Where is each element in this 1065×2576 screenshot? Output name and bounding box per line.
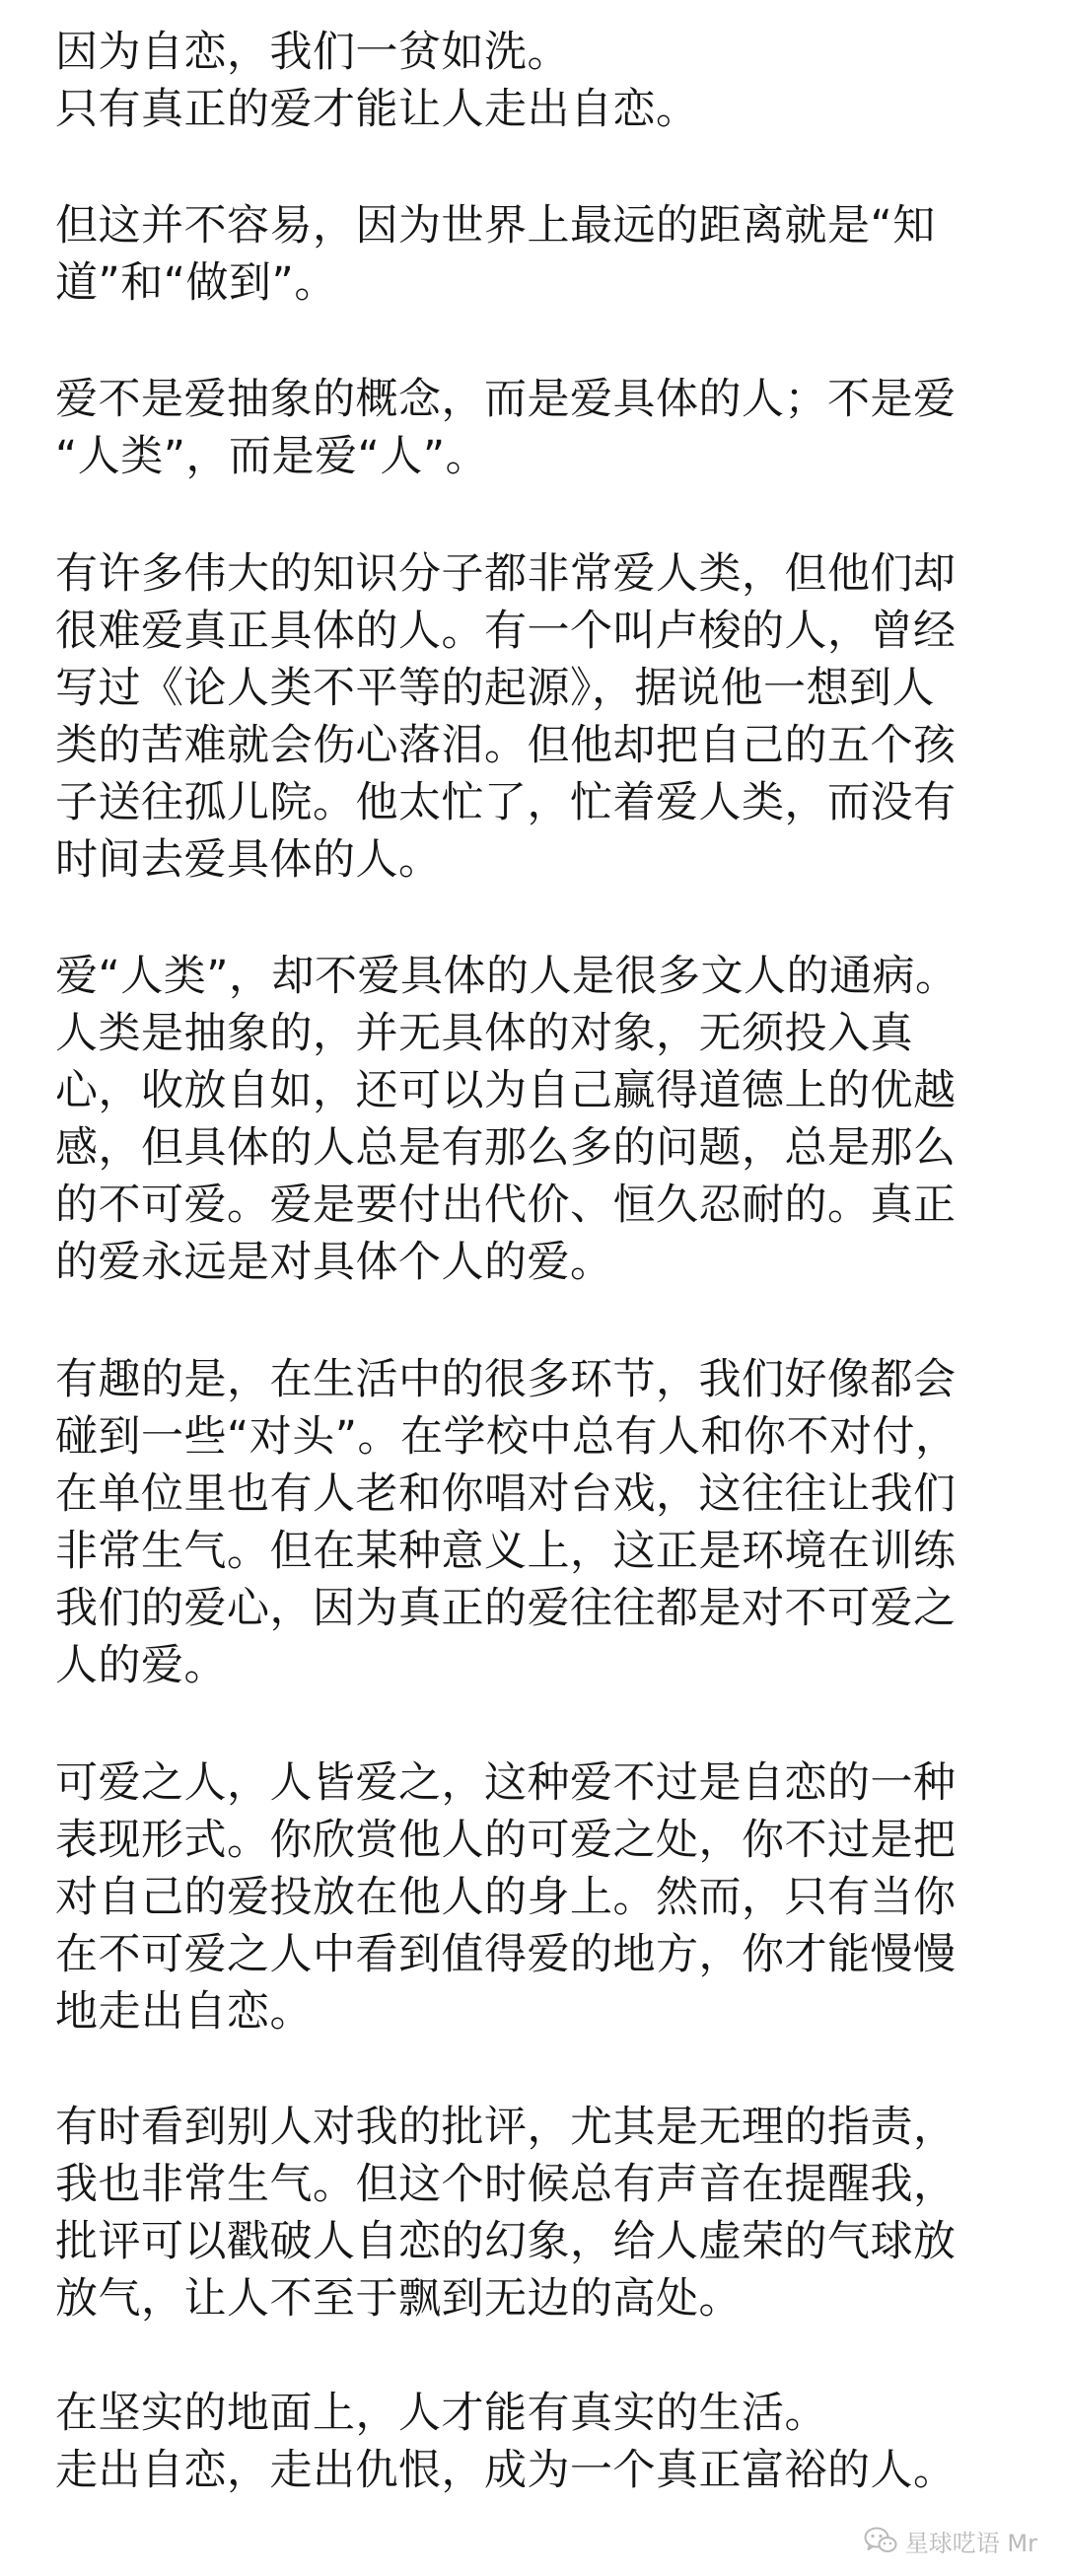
text-line: 的爱永远是对具体个人的爱。 — [55, 1238, 613, 1287]
paragraph-3 — [55, 371, 1022, 485]
text-line: 可爱之人，人皆爱之，这种爱不过是自恋的一种 — [55, 1758, 957, 1808]
text-line: “人类”，而是爱“人”。 — [55, 432, 489, 481]
text-line: 道”和“做到”。 — [55, 258, 337, 308]
text-line: 有趣的是，在生活中的很多环节，我们好像都会 — [55, 1355, 957, 1404]
paragraph-5 — [55, 948, 1022, 1291]
paragraph-2 — [55, 197, 1022, 312]
paragraph-4 — [55, 545, 1022, 889]
text-line: 写过《论人类不平等的起源》，据说他一想到人 — [55, 664, 935, 713]
text-line: 走出自恋，走出仇恨，成为一个真正富裕的人。 — [55, 2446, 957, 2495]
text-line: 碰到一些“对头”。在学校中总有人和你不对付， — [55, 1412, 958, 1462]
text-line: 非常生气。但在某种意义上，这正是环境在训练 — [55, 1527, 957, 1576]
text-line: 在单位里也有人老和你唱对台戏，这往往让我们 — [55, 1469, 957, 1519]
text-line: 时间去爱具体的人。 — [55, 835, 442, 885]
text-line: 很难爱真正具体的人。有一个叫卢梭的人，曾经 — [55, 607, 957, 656]
paragraph-1 — [55, 24, 1022, 138]
text-line: 我们的爱心，因为真正的爱往往都是对不可爱之 — [55, 1584, 957, 1633]
paragraph-6 — [55, 1351, 1022, 1694]
paragraph-8 — [55, 2099, 1022, 2327]
text-line: 的不可爱。爱是要付出代价、恒久忍耐的。真正 — [55, 1181, 957, 1230]
text-line: 子送往孤儿院。他太忙了，忙着爱人类，而没有 — [55, 778, 957, 827]
text-line: 对自己的爱投放在他人的身上。然而，只有当你 — [55, 1873, 957, 1922]
text-line: 爱不是爱抽象的概念，而是爱具体的人；不是爱 — [55, 375, 957, 424]
text-line: 有时看到别人对我的批评，尤其是无理的指责， — [55, 2103, 957, 2152]
text-line: 在坚实的地面上，人才能有真实的生活。 — [55, 2389, 827, 2438]
text-line: 因为自恋，我们一贫如洗。 — [55, 28, 570, 77]
text-line: 心，收放自如，还可以为自己赢得道德上的优越 — [55, 1066, 957, 1115]
text-line: 只有真正的爱才能让人走出自恋。 — [55, 85, 699, 134]
paragraph-7 — [55, 1754, 1022, 2040]
wechat-icon — [864, 2526, 897, 2555]
text-line: 在不可爱之人中看到值得爱的地方，你才能慢慢 — [55, 1930, 957, 1979]
text-line: 爱“人类”，却不爱具体的人是很多文人的通病。 — [55, 952, 958, 1001]
text-line: 放气，让人不至于飘到无边的高处。 — [55, 2274, 742, 2324]
text-line: 感，但具体的人总是有那么多的问题，总是那么 — [55, 1123, 957, 1173]
text-line: 批评可以戳破人自恋的幻象，给人虚荣的气球放 — [55, 2217, 957, 2266]
text-line: 我也非常生气。但这个时候总有声音在提醒我， — [55, 2160, 957, 2209]
text-line: 表现形式。你欣赏他人的可爱之处，你不过是把 — [55, 1816, 957, 1865]
watermark — [864, 2521, 1037, 2560]
text-line: 有许多伟大的知识分子都非常爱人类，但他们却 — [55, 549, 957, 599]
text-line: 但这并不容易，因为世界上最远的距离就是“知 — [55, 201, 936, 250]
text-line: 类的苦难就会伤心落泪。但他却把自己的五个孩 — [55, 721, 957, 770]
text-line: 人类是抽象的，并无具体的对象，无须投入真 — [55, 1009, 913, 1058]
text-line: 地走出自恋。 — [55, 1987, 313, 2037]
paragraph-9 — [55, 2385, 1022, 2499]
text-line: 人的爱。 — [55, 1641, 227, 1690]
watermark-text: 星球呓语 Mr — [904, 2529, 1037, 2557]
